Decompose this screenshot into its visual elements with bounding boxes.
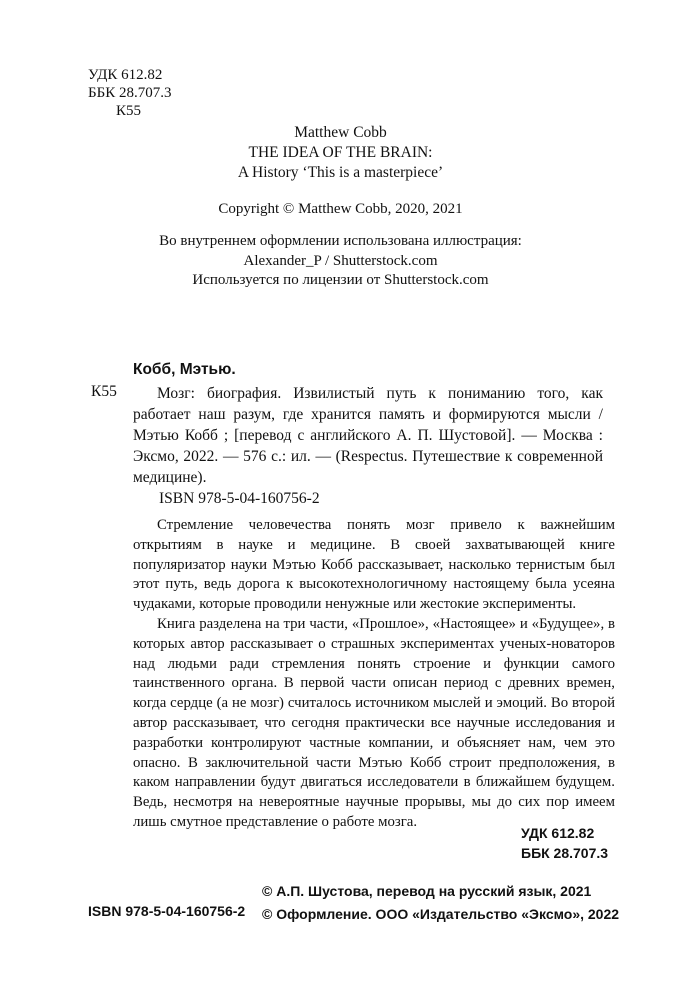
translation-rights: © А.П. Шустова, перевод на русский язык, 2021 <box>262 883 592 899</box>
classification-codes-top <box>88 66 171 120</box>
design-rights: © Оформление. ООО «Издательство «Эксмо», 2022 <box>262 906 620 922</box>
record-isbn: ISBN 978-5-04-160756-2 <box>159 490 320 507</box>
isbn-bottom: ISBN 978-5-04-160756-2 <box>88 903 246 919</box>
author-mark: К55 <box>116 103 142 119</box>
original-title: THE IDEA OF THE BRAIN: <box>248 144 433 161</box>
classification-codes-bottom <box>521 823 608 863</box>
udc-code: УДК 612.82 <box>88 67 163 83</box>
rights-notice <box>262 880 619 926</box>
illustration-credit-line-2: Alexander_P / Shutterstock.com <box>243 252 438 269</box>
bbk-code-bottom: ББК 28.707.3 <box>521 845 609 861</box>
original-author: Matthew Cobb <box>294 124 387 141</box>
illustration-credit-line-3: Используется по лицензии от Shutterstock.com <box>192 272 489 288</box>
bbk-code: ББК 28.707.3 <box>88 85 172 101</box>
record-author: Кобб, Мэтью. <box>133 361 236 378</box>
illustration-credit-line-1: Во внутреннем оформлении использована иллюстрация: <box>159 233 522 249</box>
bibliographic-description: Мозг: биография. Извилистый путь к пониманию того, как работает наш разум, где хранится память и формируются мысли / Мэтью Кобб ; [перевод с английского А. П. Шустовой]. — Москва : Эксмо, 2022. — 576 с.: ил. — (Respectus. Путешествие к современной медицине). <box>133 385 603 486</box>
annotation-paragraph: Стремление человечества понять мозг привело к важнейшим открытиям в науке и медицине. В своей захватывающей книге популяризатор науки Мэтью Кобб рассказывает, насколько тернистым был этот путь, ведь дорога к высокотехнологичному настоящему была усеяна чудаками, которые проводили ненужные или жестокие эксперименты. <box>133 517 615 613</box>
original-edition-block <box>0 123 681 183</box>
illustration-credit <box>0 232 681 291</box>
record-cutter-mark: К55 <box>91 383 117 400</box>
annotation <box>133 516 615 833</box>
udc-code-bottom: УДК 612.82 <box>521 825 595 841</box>
original-copyright: Copyright © Matthew Cobb, 2020, 2021 <box>218 201 463 217</box>
original-subtitle: A History ‘This is a masterpiece’ <box>237 164 444 181</box>
annotation-paragraph: Книга разделена на три части, «Прошлое», «Настоящее» и «Будущее», в которых автор рассказывает о страшных экспериментах ученых-новаторов над людьми ради стремления понять строение и функции самого таинственного органа. В первой части описан период с древних времен, когда сердце (а не мозг) считалось источником мыслей и эмоций. Во второй автор рассказывает, что сегодня практически все научные исследования и разработки контролируют частные компании, и объясняет нам, чем это опасно. В заключительной части Мэтью Кобб строит предположения, в каком направлении будут двигаться исследователи в ближайшем будущем. Ведь, несмотря на невероятные научные прорывы, мы до сих пор имеем лишь смутное представление о работе мозга. <box>133 615 615 830</box>
